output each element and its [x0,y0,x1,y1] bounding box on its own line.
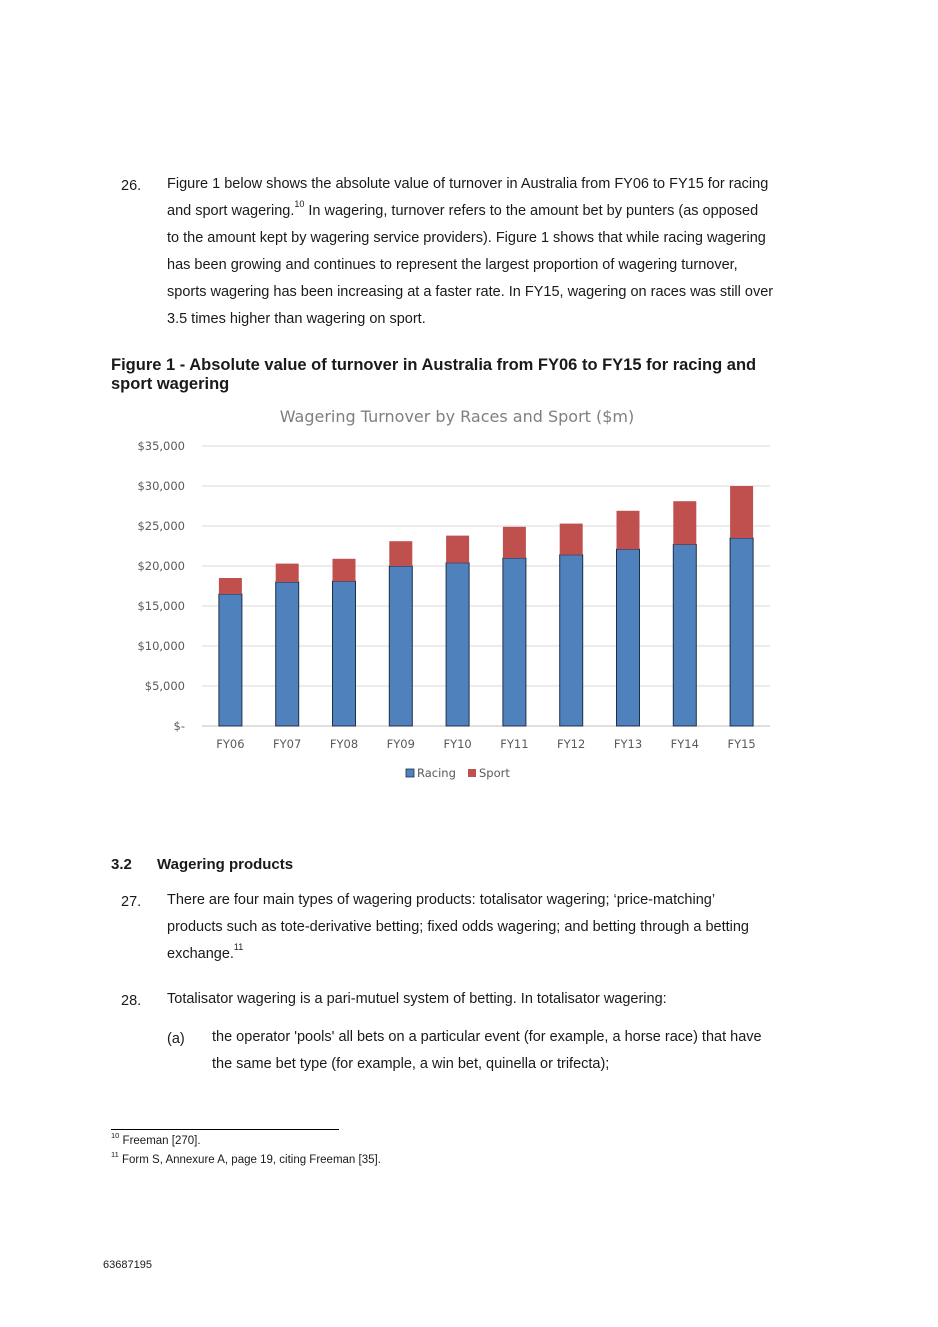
paragraph-27 [167,887,847,968]
legend-swatch-sport [468,769,476,777]
paragraph-28 [167,986,847,1013]
bar-racing-fy08 [333,581,356,726]
footnote-separator [111,1129,339,1130]
bar-racing-fy07 [276,582,299,726]
paragraph-27-line: There are four main types of wagering products: totalisator wagering; ‘price-matching’ [167,892,716,908]
chart-x-axis [216,737,755,751]
y-tick-label: $30,000 [137,479,185,493]
paragraph-26-line: 3.5 times higher than wagering on sport. [167,311,426,327]
bar-racing-fy15 [730,538,753,726]
subparagraph-a-line: the same bet type (for example, a win bet, quinella or trifecta); [212,1056,610,1072]
bar-sport-fy15 [730,486,753,538]
figure-caption-line: sport wagering [111,375,230,393]
bar-sport-fy14 [673,501,696,544]
x-tick-label: FY07 [273,737,302,751]
footnote-10 [111,1131,201,1147]
legend-swatch-racing [406,769,414,777]
bar-racing-fy09 [389,566,412,726]
bar-sport-fy12 [560,524,583,555]
footnote-11 [111,1150,381,1166]
bar-sport-fy11 [503,527,526,558]
bar-sport-fy07 [276,564,299,582]
subparagraph-a [212,1024,852,1078]
x-tick-label: FY09 [386,737,415,751]
y-tick-label: $5,000 [144,679,185,693]
x-tick-label: FY10 [443,737,472,751]
legend-label-racing: Racing [417,766,456,780]
y-tick-label: $10,000 [137,639,185,653]
paragraph-26-line [167,198,847,225]
paragraph-26-line: Figure 1 below shows the absolute value of turnover in Australia from FY06 to FY15 for racing [167,176,769,192]
bar-sport-fy06 [219,578,242,594]
footnote-number: 10 [111,1131,120,1141]
paragraph-26-line: to the amount kept by wagering service providers). Figure 1 shows that while racing wagering [167,230,766,246]
bar-sport-fy13 [617,511,640,549]
document-id: 63687195 [103,1259,152,1271]
paragraph-27-line: products such as tote-derivative betting; fixed odds wagering; and betting through a betting [167,919,749,935]
paragraph-26-text: In wagering, turnover refers to the amount bet by punters (as opposed [304,203,759,219]
chart-y-axis [137,439,185,733]
bar-sport-fy10 [446,536,469,563]
figure-caption [111,356,831,394]
paragraph-27-line [167,941,847,968]
turnover-chart [112,398,802,798]
paragraph-26-line: sports wagering has been increasing at a faster rate. In FY15, wagering on races was still over [167,284,774,300]
x-tick-label: FY13 [613,737,643,751]
bar-sport-fy08 [333,559,356,581]
paragraph-number-26: 26. [121,178,142,194]
chart-title: Wagering Turnover by Races and Sport ($m) [279,407,635,426]
footnote-text: Form S, Annexure A, page 19, citing Freeman [35]. [122,1154,381,1166]
paragraph-28-line: Totalisator wagering is a pari-mutuel system of betting. In totalisator wagering: [167,991,667,1007]
chart-legend [406,766,510,780]
y-tick-label: $25,000 [137,519,185,533]
footnote-number: 11 [111,1150,119,1160]
figure-caption-line: Figure 1 - Absolute value of turnover in Australia from FY06 to FY15 for racing and [111,356,757,374]
y-tick-label: $- [173,719,185,733]
bar-racing-fy14 [673,544,696,726]
paragraph-26-line: has been growing and continues to represent the largest proportion of wagering turnover, [167,257,738,273]
y-tick-label: $35,000 [137,439,185,453]
footnote-ref-10: 10 [294,199,305,210]
footnote-ref-11: 11 [233,942,244,953]
bar-racing-fy13 [617,549,640,726]
bar-racing-fy10 [446,563,469,726]
paragraph-26 [167,171,847,333]
subparagraph-a-line: the operator 'pools' all bets on a particular event (for example, a horse race) that have [212,1029,762,1045]
paragraph-number-28: 28. [121,993,142,1009]
legend-label-sport: Sport [479,766,510,780]
y-tick-label: $15,000 [137,599,185,613]
subparagraph-label-a: (a) [167,1031,185,1047]
bar-racing-fy06 [219,594,242,726]
x-tick-label: FY12 [557,737,586,751]
bar-sport-fy09 [389,541,412,566]
section-number: 3.2 [111,856,132,873]
x-tick-label: FY11 [500,737,529,751]
x-tick-label: FY08 [329,737,359,751]
footnote-text: Freeman [270]. [122,1135,201,1147]
x-tick-label: FY06 [216,737,245,751]
bar-racing-fy11 [503,558,526,726]
bar-racing-fy12 [560,555,583,726]
paragraph-number-27: 27. [121,894,142,910]
y-tick-label: $20,000 [137,559,185,573]
paragraph-27-text: exchange. [167,946,234,962]
x-tick-label: FY15 [727,737,756,751]
paragraph-26-text: and sport wagering. [167,203,295,219]
x-tick-label: FY14 [670,737,699,751]
section-title: Wagering products [157,856,294,873]
